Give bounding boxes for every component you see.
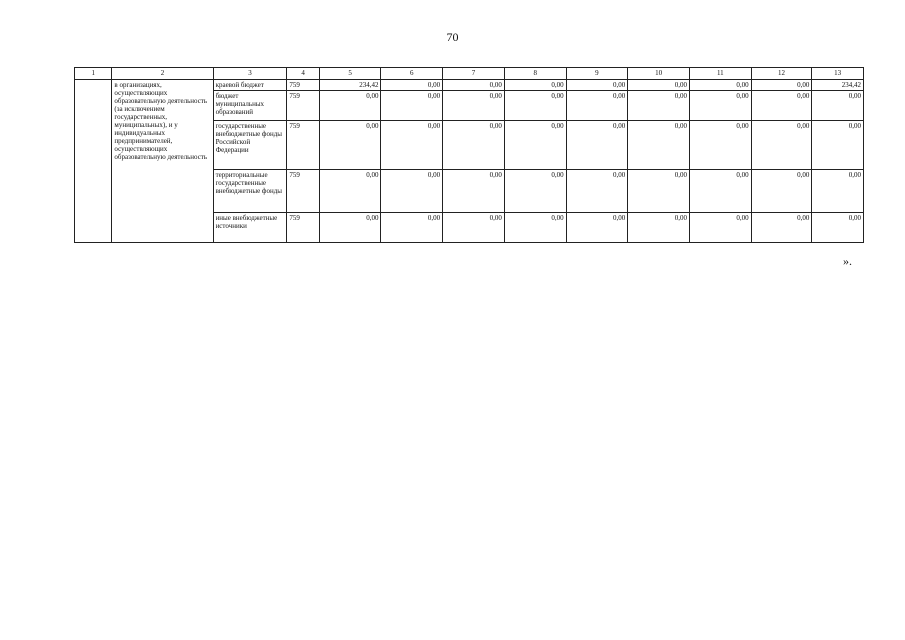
value-cell: 0,00 — [443, 121, 505, 170]
column-header: 13 — [812, 68, 864, 80]
value-cell: 0,00 — [628, 121, 690, 170]
funding-source-cell: иные внебюджетные источники — [213, 213, 287, 243]
value-cell: 0,00 — [689, 80, 751, 91]
code-cell: 759 — [287, 121, 319, 170]
value-cell: 0,00 — [381, 121, 443, 170]
value-cell: 0,00 — [566, 170, 628, 213]
value-cell: 0,00 — [628, 91, 690, 121]
row-number-cell — [75, 80, 112, 243]
value-cell: 0,00 — [751, 80, 812, 91]
column-header: 3 — [213, 68, 287, 80]
table-header-row — [75, 68, 864, 80]
activity-description-cell: в организациях, осуществляющих образовательную деятельность (за исключением государственных, муниципальных), и у индивидуальных предпринимателей, осуществляющих образовательную деятельность — [112, 80, 213, 243]
table-row — [75, 80, 864, 91]
value-cell: 0,00 — [319, 121, 381, 170]
value-cell: 0,00 — [443, 170, 505, 213]
value-cell: 0,00 — [812, 170, 864, 213]
value-cell: 0,00 — [566, 121, 628, 170]
funding-source-cell: государственные внебюджетные фонды Российской Федерации — [213, 121, 287, 170]
value-cell: 0,00 — [566, 91, 628, 121]
column-header: 8 — [504, 68, 566, 80]
value-cell: 0,00 — [628, 80, 690, 91]
column-header: 6 — [381, 68, 443, 80]
value-cell: 234,42 — [812, 80, 864, 91]
value-cell: 0,00 — [751, 91, 812, 121]
value-cell: 0,00 — [812, 121, 864, 170]
funding-source-cell: территориальные государственные внебюджетные фонды — [213, 170, 287, 213]
value-cell: 0,00 — [443, 91, 505, 121]
funding-source-cell: бюджет муниципальных образований — [213, 91, 287, 121]
value-cell: 0,00 — [381, 213, 443, 243]
value-cell: 0,00 — [504, 80, 566, 91]
funding-source-cell: краевой бюджет — [213, 80, 287, 91]
column-header: 11 — [689, 68, 751, 80]
column-header: 12 — [751, 68, 812, 80]
value-cell: 0,00 — [566, 213, 628, 243]
value-cell: 0,00 — [504, 91, 566, 121]
value-cell: 0,00 — [812, 91, 864, 121]
value-cell: 0,00 — [319, 170, 381, 213]
value-cell: 0,00 — [319, 91, 381, 121]
value-cell: 0,00 — [751, 121, 812, 170]
value-cell: 0,00 — [566, 80, 628, 91]
value-cell: 234,42 — [319, 80, 381, 91]
column-header: 7 — [443, 68, 505, 80]
budget-table — [74, 67, 864, 243]
value-cell: 0,00 — [504, 170, 566, 213]
value-cell: 0,00 — [628, 213, 690, 243]
code-cell: 759 — [287, 170, 319, 213]
value-cell: 0,00 — [443, 80, 505, 91]
value-cell: 0,00 — [751, 213, 812, 243]
closing-quote-mark: ». — [843, 254, 852, 268]
value-cell: 0,00 — [319, 213, 381, 243]
value-cell: 0,00 — [689, 91, 751, 121]
page-number: 70 — [446, 30, 459, 44]
code-cell: 759 — [287, 91, 319, 121]
value-cell: 0,00 — [751, 170, 812, 213]
value-cell: 0,00 — [628, 170, 690, 213]
value-cell: 0,00 — [504, 213, 566, 243]
column-header: 9 — [566, 68, 628, 80]
value-cell: 0,00 — [689, 170, 751, 213]
column-header: 1 — [75, 68, 112, 80]
column-header: 10 — [628, 68, 690, 80]
value-cell: 0,00 — [689, 213, 751, 243]
code-cell: 759 — [287, 80, 319, 91]
value-cell: 0,00 — [689, 121, 751, 170]
column-header: 2 — [112, 68, 213, 80]
value-cell: 0,00 — [381, 80, 443, 91]
value-cell: 0,00 — [443, 213, 505, 243]
value-cell: 0,00 — [381, 170, 443, 213]
value-cell: 0,00 — [381, 91, 443, 121]
column-header: 4 — [287, 68, 319, 80]
code-cell: 759 — [287, 213, 319, 243]
value-cell: 0,00 — [504, 121, 566, 170]
value-cell: 0,00 — [812, 213, 864, 243]
column-header: 5 — [319, 68, 381, 80]
